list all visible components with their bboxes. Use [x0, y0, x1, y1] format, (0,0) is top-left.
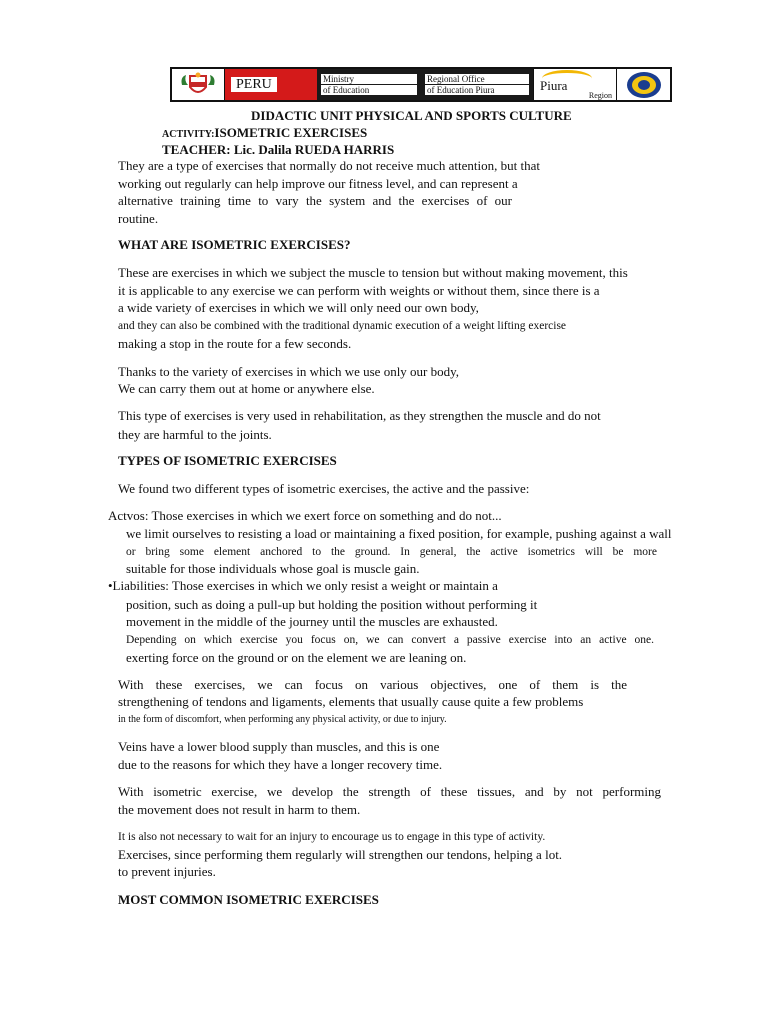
piura-word: Piura	[540, 78, 568, 93]
passive-item-line: position, such as doing a pull-up but holding the position without performing it	[126, 597, 538, 612]
passive-item-line: Depending on which exercise you focus on, we can convert a passive exercise into an active one.	[126, 634, 654, 646]
paragraph-line: it is applicable to any exercise we can perform with weights or without them, since there is a	[118, 283, 600, 298]
paragraph-line: to prevent injuries.	[118, 864, 216, 879]
intro-line: alternative training time to vary the system and the exercises of our	[118, 193, 512, 208]
section-heading-common: MOST COMMON ISOMETRIC EXERCISES	[118, 892, 379, 907]
ministry-cell	[317, 69, 421, 100]
regional-line2: of Education Piura	[425, 85, 529, 95]
institution-emblem-icon	[616, 69, 670, 100]
paragraph-line: due to the reasons for which they have a longer recovery time.	[118, 757, 443, 772]
peru-label-cell	[225, 69, 317, 100]
paragraph-line: Exercises, since performing them regularly will strengthen our tendons, helping a lot.	[118, 847, 563, 862]
intro-line: working out regularly can help improve our fitness level, and can represent a	[118, 176, 518, 191]
section-heading-types: TYPES OF ISOMETRIC EXERCISES	[118, 453, 337, 468]
regional-line1: Regional Office	[425, 74, 529, 84]
regional-office-cell	[421, 69, 533, 100]
paragraph-line: This type of exercises is very used in rehabilitation, as they strengthen the muscle and do not	[118, 408, 601, 423]
paragraph-line: making a stop in the route for a few seconds.	[118, 336, 352, 351]
paragraph-line: in the form of discomfort, when performing any physical activity, or due to injury.	[118, 714, 447, 725]
paragraph-line: It is also not necessary to wait for an injury to encourage us to engage in this type of activity.	[118, 831, 546, 843]
paragraph-line: strengthening of tendons and ligaments, elements that usually cause quite a few problems	[118, 694, 584, 709]
paragraph-line: With these exercises, we can focus on various objectives, one of them is the	[118, 677, 627, 692]
passive-item-line: movement in the middle of the journey until the muscles are exhausted.	[126, 614, 498, 629]
section-heading-what: WHAT ARE ISOMETRIC EXERCISES?	[118, 237, 351, 252]
paragraph-line: With isometric exercise, we develop the strength of these tissues, and by not performing	[118, 784, 661, 799]
intro-line: routine.	[118, 211, 159, 226]
active-item-line: suitable for those individuals whose goal is muscle gain.	[126, 561, 420, 576]
peru-coat-of-arms-icon	[172, 69, 225, 100]
passive-item-line: exerting force on the ground or on the element we are leaning on.	[126, 650, 467, 665]
paragraph-line: Thanks to the variety of exercises in which we use only our body,	[118, 364, 460, 379]
active-item-line: we limit ourselves to resisting a load or maintaining a fixed position, for example, pushing against a wall	[126, 526, 672, 541]
paragraph-line: We can carry them out at home or anywhere else.	[118, 381, 375, 396]
active-item-line: Actvos: Those exercises in which we exert force on something and do not...	[108, 508, 502, 523]
intro-line: They are a type of exercises that normally do not receive much attention, but that	[118, 158, 540, 173]
paragraph-line: and they can also be combined with the traditional dynamic execution of a weight lifting exercise	[118, 320, 567, 332]
activity-line	[162, 125, 367, 143]
activity-label: ACTIVITY:	[162, 129, 215, 140]
header-banner	[170, 67, 672, 102]
passive-item-line: •Liabilities: Those exercises in which we only resist a weight or maintain a	[108, 578, 498, 593]
paragraph-line: We found two different types of isometric exercises, the active and the passive:	[118, 481, 530, 496]
document-title: DIDACTIC UNIT PHYSICAL AND SPORTS CULTURE	[251, 108, 572, 123]
region-word: Region	[588, 91, 612, 100]
ministry-line1: Ministry	[321, 74, 417, 84]
paragraph-line: These are exercises in which we subject the muscle to tension but without making movement, this	[118, 265, 628, 280]
activity-value: ISOMETRIC EXERCISES	[214, 125, 368, 140]
ministry-line2: of Education	[321, 85, 417, 95]
paragraph-line: a wide variety of exercises in which we will only need our own body,	[118, 300, 479, 315]
piura-region-logo	[533, 69, 616, 100]
active-item-line: or bring some element anchored to the ground. In general, the active isometrics will be more	[126, 546, 657, 558]
paragraph-line: the movement does not result in harm to them.	[118, 802, 361, 817]
teacher-line: TEACHER: Lic. Dalila RUEDA HARRIS	[162, 142, 395, 157]
paragraph-line: they are harmful to the joints.	[118, 427, 272, 442]
paragraph-line: Veins have a lower blood supply than muscles, and this is one	[118, 739, 440, 754]
country-label: PERU	[231, 77, 277, 92]
